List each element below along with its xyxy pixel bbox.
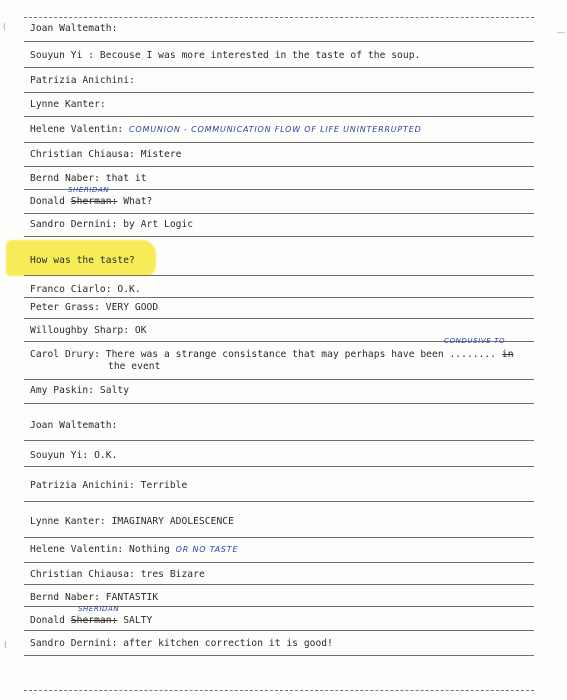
handwritten-correction: SHERIDAN — [68, 186, 110, 194]
transcript-line — [30, 149, 182, 160]
margin-mark: ( — [4, 640, 8, 649]
rule-line — [24, 466, 534, 467]
margin-mark: ( — [3, 22, 7, 31]
handwritten-note: COMUNION - COMMUNICATION FLOW OF LIFE UNINTERRUPTED — [129, 125, 422, 134]
speaker-name: Franco Ciarlo: — [30, 284, 112, 295]
speaker-name: Lynne Kanter: — [30, 99, 106, 110]
speaker-name: Sandro Dernini: — [30, 638, 118, 649]
transcript-line — [30, 420, 117, 431]
transcript-line — [30, 75, 135, 86]
rule-line — [24, 537, 534, 538]
struck-name: Sherman: — [70, 196, 118, 207]
response-text: VERY GOOD — [105, 302, 159, 313]
speaker-name: Joan Waltemath: — [30, 420, 118, 431]
transcript-line — [30, 99, 106, 110]
struck-word: in — [501, 349, 514, 360]
response-text: FANTASTIK — [105, 592, 159, 603]
response-text: There was a strange consistance that may perhaps have been ........ — [105, 349, 497, 360]
rule-line — [24, 166, 534, 167]
rule-line — [24, 501, 534, 502]
transcript-line — [30, 196, 152, 207]
rule-line — [24, 690, 534, 691]
response-text: that it — [105, 173, 147, 184]
rule-line — [24, 630, 534, 631]
rule-line — [24, 440, 534, 441]
speaker-name: Sandro Dernini: — [30, 219, 118, 230]
response-text: by Art Logic — [123, 219, 194, 230]
rule-line — [24, 297, 534, 298]
speaker-name: Helene Valentin: — [30, 544, 124, 555]
transcript-line — [30, 349, 514, 360]
response-text: OK — [134, 325, 147, 336]
rule-line — [24, 213, 534, 214]
speaker-name: Christian Chiausa: — [30, 569, 135, 580]
rule-line — [24, 655, 534, 656]
rule-line — [24, 142, 534, 143]
response-text: SALTY — [123, 615, 153, 626]
response-text: Mistere — [140, 149, 182, 160]
rule-line — [24, 379, 534, 380]
response-text: tres Bizare — [140, 569, 205, 580]
speaker-name: Bernd Naber: — [30, 173, 100, 184]
speaker-name: Bernd Naber: — [30, 592, 100, 603]
transcript-line — [30, 284, 141, 295]
rule-line — [24, 584, 534, 585]
transcript-line — [30, 544, 238, 555]
rule-line — [24, 236, 534, 237]
margin-mark: — — [557, 28, 565, 37]
transcript-line — [30, 516, 234, 527]
transcript-line — [30, 569, 205, 580]
rule-line — [24, 67, 534, 68]
rule-line — [24, 116, 534, 117]
response-text: O.K. — [94, 450, 118, 461]
response-text: What? — [123, 196, 153, 207]
speaker-name: Patrizia Anichini: — [30, 480, 135, 491]
handwritten-note: OR NO TASTE — [175, 545, 239, 554]
response-text: Nothing — [129, 544, 170, 555]
struck-name: Sherman: — [70, 615, 118, 626]
transcript-line — [30, 219, 193, 230]
transcript-line — [30, 385, 129, 396]
transcript-line — [30, 173, 147, 184]
transcript-line — [30, 23, 117, 34]
speaker-name: Willoughby Sharp: — [30, 325, 130, 336]
rule-line — [24, 41, 534, 42]
question-heading: How was the taste? — [30, 255, 135, 266]
response-text: Becouse I was more interested in the taste of the soup. — [99, 50, 421, 61]
transcript-line — [30, 124, 422, 135]
transcript-continuation: the event — [108, 361, 161, 372]
speaker-name: Helene Valentin: — [30, 124, 124, 135]
transcript-line — [30, 302, 158, 313]
speaker-name: Carol Drury: — [30, 349, 100, 360]
handwritten-correction: SHERIDAN — [78, 605, 120, 613]
response-text: O.K. — [117, 284, 141, 295]
speaker-name: Lynne Kanter: — [30, 516, 106, 527]
speaker-name: Souyun Yi : — [30, 50, 95, 61]
response-text: Salty — [99, 385, 130, 396]
speaker-name: Amy Paskin: — [30, 385, 95, 396]
rule-line — [24, 403, 534, 404]
response-text: after kitchen correction it is good! — [123, 638, 333, 649]
handwritten-correction: CONDUSIVE TO — [444, 337, 506, 345]
transcript-line — [30, 450, 117, 461]
speaker-name: Donald — [30, 615, 65, 626]
transcript-line — [30, 592, 158, 603]
response-text: IMAGINARY ADOLESCENCE — [111, 516, 234, 527]
speaker-name: Souyun Yi: — [30, 450, 89, 461]
rule-line — [24, 318, 534, 319]
transcript-line — [30, 50, 420, 61]
speaker-name: Peter Grass: — [30, 302, 100, 313]
transcript-line — [30, 638, 333, 649]
rule-line — [24, 92, 534, 93]
speaker-name: Joan Waltemath: — [30, 23, 118, 34]
rule-line — [24, 17, 534, 18]
rule-line — [24, 562, 534, 563]
speaker-name: Christian Chiausa: — [30, 149, 135, 160]
speaker-name: Donald — [30, 196, 65, 207]
speaker-name: Patrizia Anichini: — [30, 75, 135, 86]
transcript-line — [30, 325, 147, 336]
response-text: Terrible — [140, 480, 188, 491]
transcript-line — [30, 480, 187, 491]
rule-line — [24, 275, 534, 276]
transcript-line — [30, 615, 152, 626]
